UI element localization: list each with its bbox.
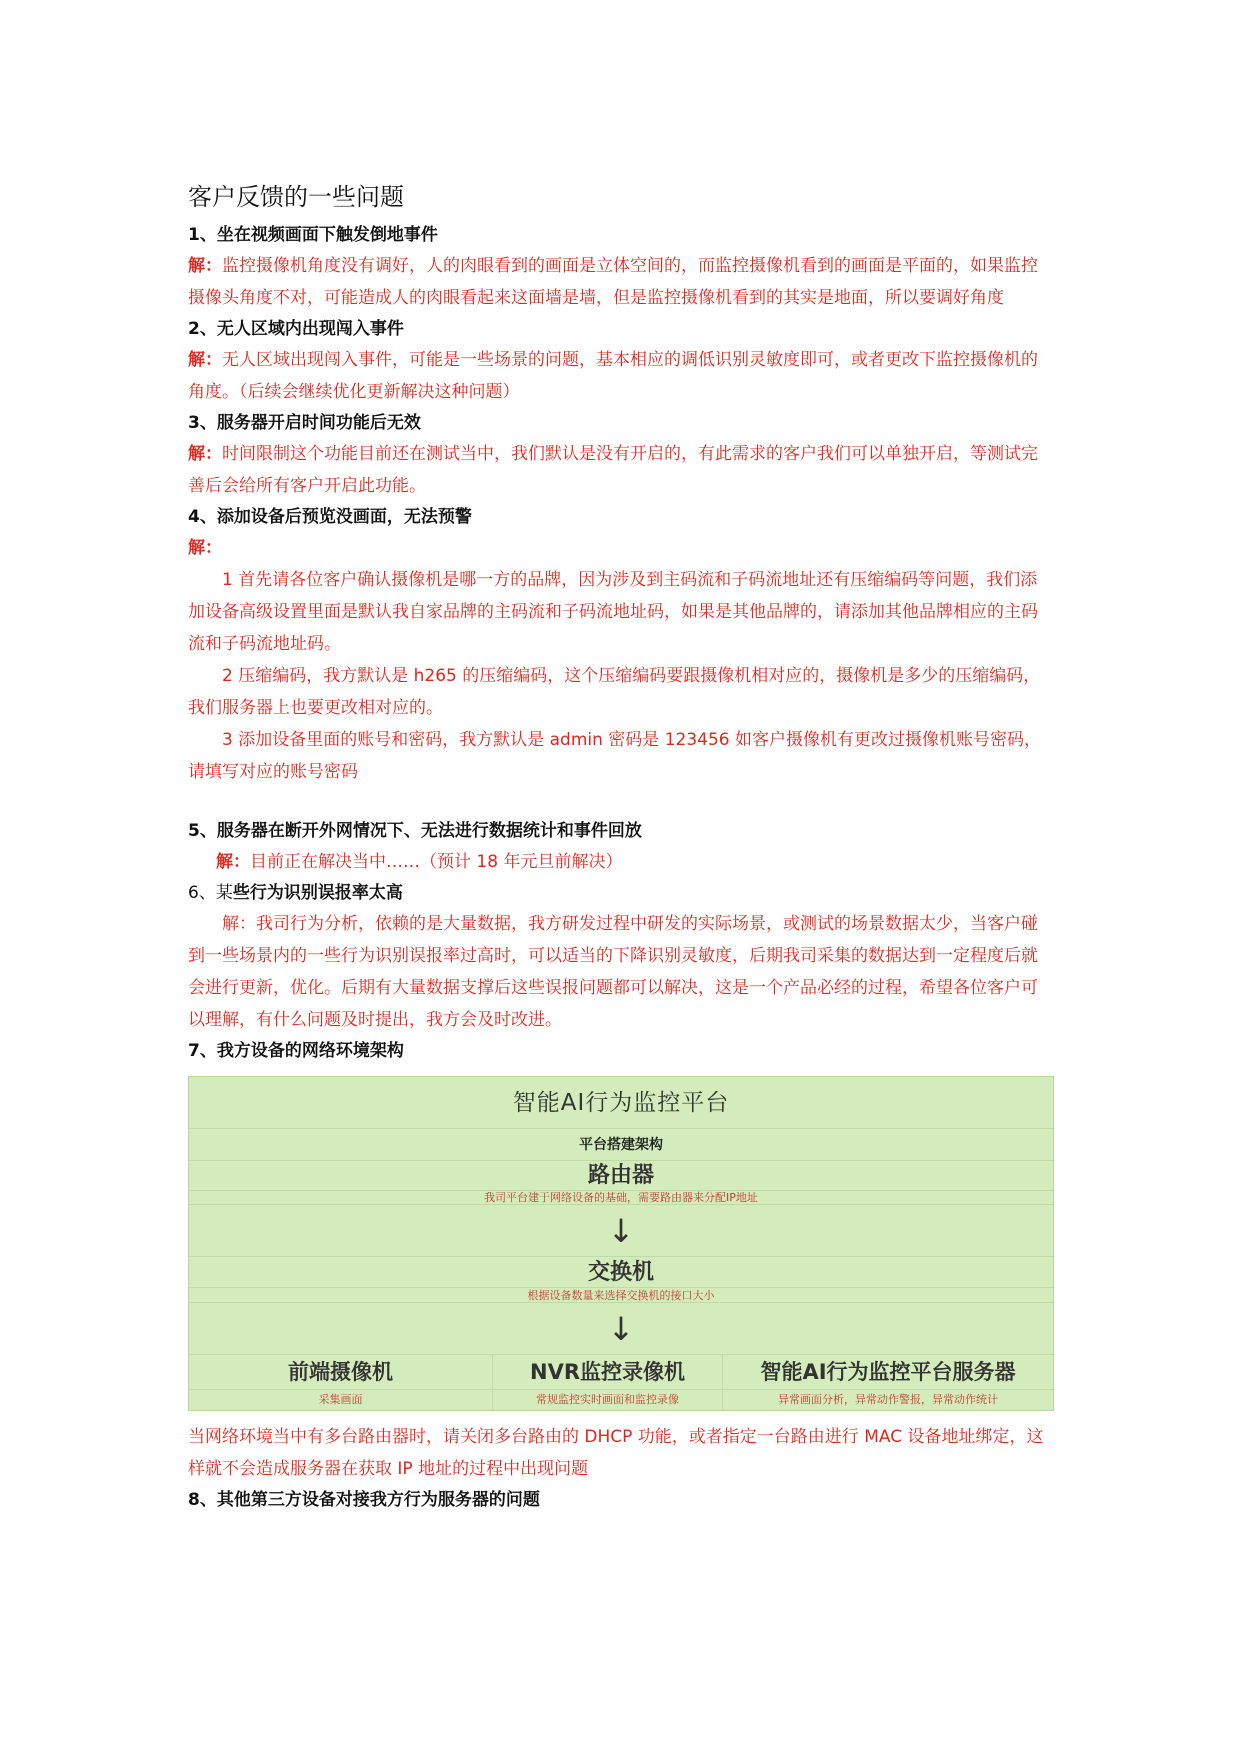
- answer-4-para-3: 3 添加设备里面的账号和密码，我方默认是 admin 密码是 123456 如客户摄像机有更改过摄像机账号密码，请填写对应的账号密码: [188, 730, 1041, 782]
- answer-1: [188, 250, 1054, 314]
- question-5: 5、服务器在断开外网情况下、无法进行数据统计和事件回放: [188, 821, 642, 841]
- answer-4-para-2: 2 压缩编码，我方默认是 h265 的压缩编码，这个压缩编码要跟摄像机相对应的，摄像机是多少的压缩编码，我们服务器上也要更改相对应的。: [188, 666, 1041, 718]
- answer-1-text: 监控摄像机角度没有调好，人的肉眼看到的画面是立体空间的，而监控摄像机看到的画面是平面的，如果监控摄像头角度不对，可能造成人的肉眼看起来这面墙是墙，但是监控摄像机看到的其实是地面，所以要调好角度: [188, 256, 1038, 308]
- answer-4-para-1: 1 首先请各位客户确认摄像机是哪一方的品牌，因为涉及到主码流和子码流地址还有压缩编码等问题，我们添加设备高级设置里面是默认我自家品牌的主码流和子码流地址码，如果是其他品牌的，请添加其他品牌相应的主码流和子码流地址码。: [188, 570, 1038, 654]
- diagram-router: 路由器: [189, 1161, 1053, 1191]
- question-6-prefix: 6、某: [188, 883, 233, 903]
- question-6: [188, 878, 1054, 908]
- answer-label: 解：: [188, 444, 222, 464]
- document-title: 客户反馈的一些问题: [188, 183, 404, 211]
- question-6-title: 些行为识别误报率太高: [232, 883, 403, 903]
- question-2: 2、无人区域内出现闯入事件: [188, 319, 404, 339]
- device-note: 采集画面: [318, 1393, 363, 1406]
- network-note: 当网络环境当中有多台路由器时，请关闭多台路由的 DHCP 功能，或者指定一台路由进行 MAC 设备地址绑定，这样就不会造成服务器在获取 IP 地址的过程中出现问题: [188, 1427, 1044, 1479]
- diagram-device-ai-server: [723, 1355, 1053, 1411]
- diagram-switch-note: 根据设备数量来选择交换机的接口大小: [189, 1288, 1053, 1303]
- down-arrow-icon: ↓: [189, 1205, 1053, 1257]
- answer-4-label-line: [188, 532, 1054, 564]
- diagram-router-note: 我司平台建于网络设备的基础，需要路由器来分配IP地址: [189, 1191, 1053, 1205]
- answer-label: 解：: [188, 256, 222, 276]
- network-architecture-diagram: [188, 1076, 1054, 1411]
- answer-6: 解：我司行为分析，依赖的是大量数据，我方研发过程中研发的实际场景，或测试的场景数据太少，当客户碰到一些场景内的一些行为识别误报率过高时，可以适当的下降识别灵敏度，后期我司采集的数据达到一定程度后就会进行更新，优化。后期有大量数据支撑后这些误报问题都可以解决，这是一个产品必经的过程，希望各位客户可以理解，有什么问题及时提出，我方会及时改进。: [188, 914, 1038, 1030]
- down-arrow-icon: ↓: [189, 1303, 1053, 1355]
- device-name: NVR监控录像机: [493, 1355, 722, 1390]
- diagram-subtitle: 平台搭建架构: [189, 1129, 1053, 1161]
- document-body: [188, 180, 1054, 1515]
- device-note: 异常画面分析，异常动作警报，异常动作统计: [778, 1393, 998, 1406]
- answer-3: [188, 438, 1054, 502]
- question-7: 7、我方设备的网络环境架构: [188, 1041, 404, 1061]
- answer-2: [188, 344, 1054, 408]
- answer-label: 解：: [216, 852, 250, 872]
- diagram-switch: 交换机: [189, 1257, 1053, 1288]
- question-1: 1、坐在视频画面下触发倒地事件: [188, 225, 438, 245]
- question-4: 4、添加设备后预览没画面，无法预警: [188, 507, 472, 527]
- blank-line: [188, 788, 1054, 816]
- question-8: 8、其他第三方设备对接我方行为服务器的问题: [188, 1490, 540, 1510]
- diagram-devices-row: [189, 1355, 1053, 1411]
- diagram-device-camera: [189, 1355, 493, 1411]
- device-name: 前端摄像机: [189, 1355, 492, 1390]
- diagram-device-nvr: [493, 1355, 723, 1411]
- answer-label: 解：: [188, 538, 222, 558]
- question-3: 3、服务器开启时间功能后无效: [188, 413, 421, 433]
- answer-label: 解：: [188, 350, 222, 370]
- diagram-title: 智能AI行为监控平台: [189, 1077, 1053, 1129]
- device-name: 智能AI行为监控平台服务器: [723, 1355, 1053, 1390]
- answer-5-text: 目前正在解决当中……（预计 18 年元旦前解决）: [250, 852, 623, 872]
- answer-3-text: 时间限制这个功能目前还在测试当中，我们默认是没有开启的，有此需求的客户我们可以单独开启，等测试完善后会给所有客户开启此功能。: [188, 444, 1038, 496]
- device-note: 常规监控实时画面和监控录像: [536, 1393, 679, 1406]
- answer-2-text: 无人区域出现闯入事件，可能是一些场景的问题，基本相应的调低识别灵敏度即可，或者更改下监控摄像机的角度。（后续会继续优化更新解决这种问题）: [188, 350, 1038, 402]
- answer-5: [188, 846, 1054, 878]
